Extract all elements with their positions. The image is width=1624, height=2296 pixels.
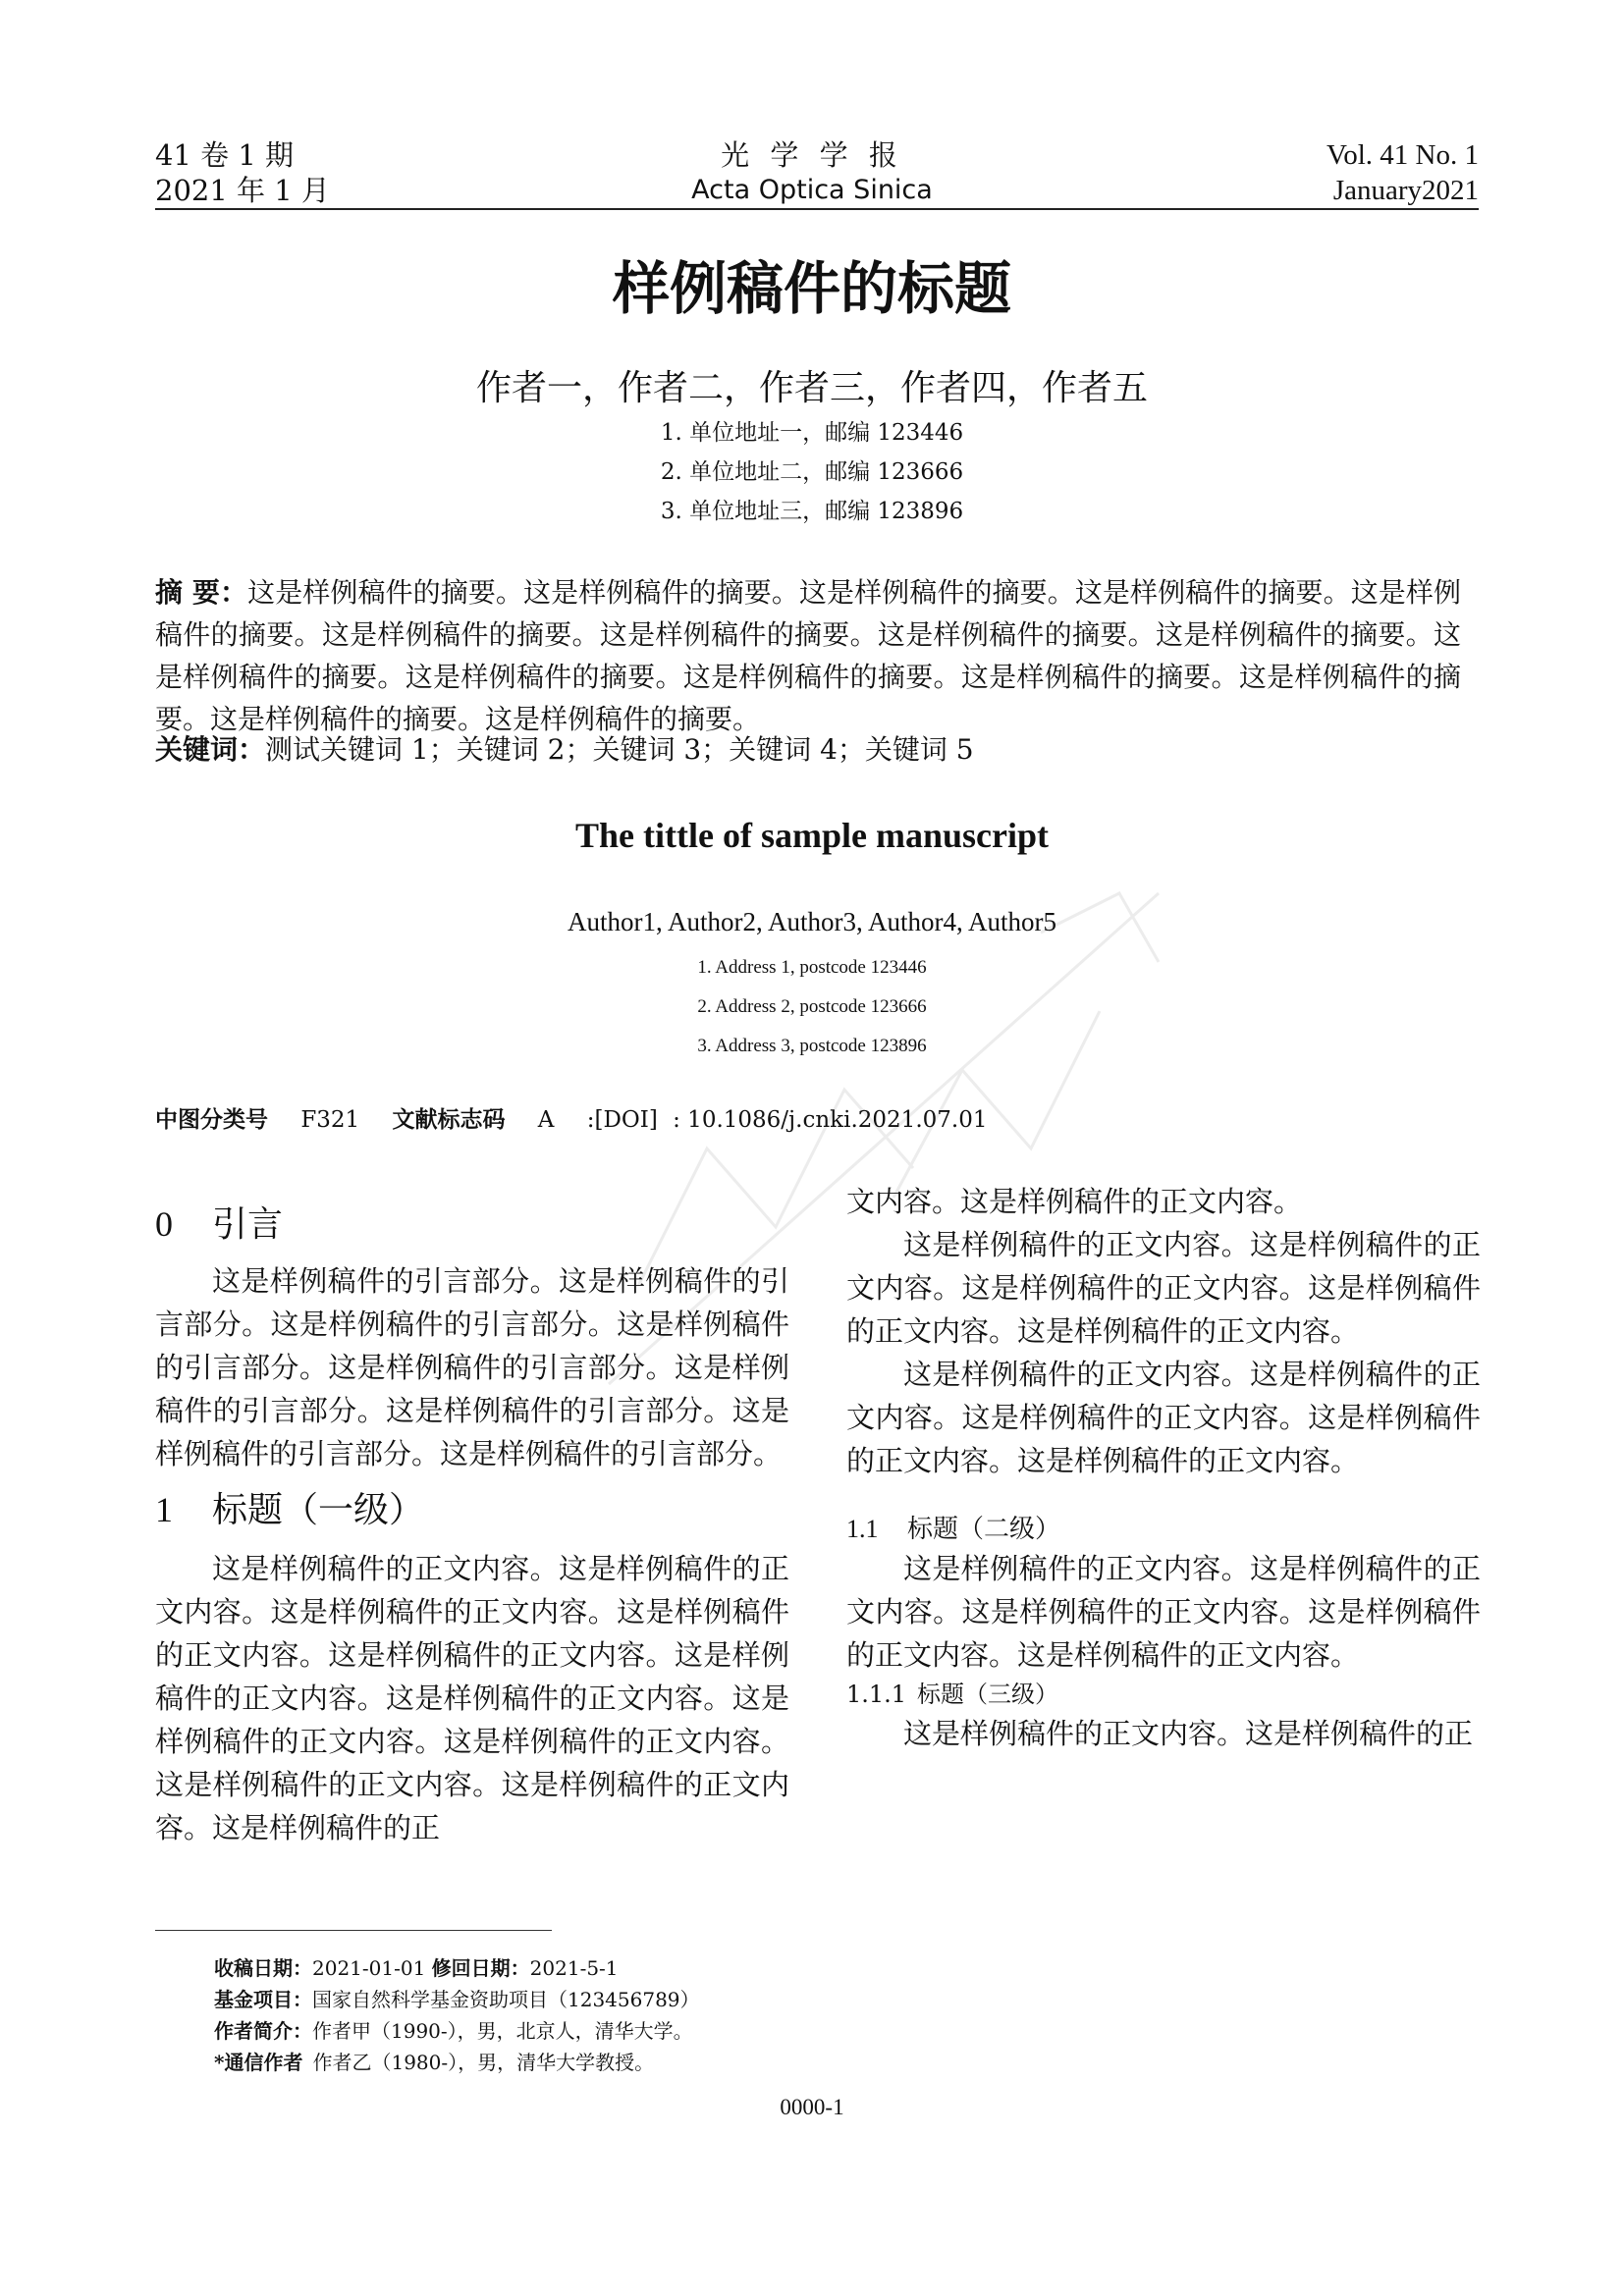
received-label: 收稿日期： (214, 1956, 312, 1980)
body-paragraph-3: 这是样例稿件的正文内容。这是样例稿件的正文内容。这是样例稿件的正文内容。这是样例稿件的正文内容。这是样例稿件的正文内容。 (846, 1358, 1481, 1477)
header-volume: 41 卷 1 期 (155, 138, 295, 172)
body-paragraph-1: 这是样例稿件的正文内容。这是样例稿件的正文内容。这是样例稿件的正文内容。这是样例稿件的正文内容。这是样例稿件的正文内容。这是样例稿件的正文内容。这是样例稿件的正文内容。这是样例稿件的正文内容。这是样例稿件的正文内容。这是样例稿件的正文内容。这是样例稿件的正文内容。这是样例稿件的正 (155, 1552, 789, 1844)
section-number-1-1-1: 1.1.1 (846, 1681, 907, 1708)
abstract (155, 571, 1461, 740)
clc-value: F321 (300, 1107, 360, 1133)
body-paragraph-2: 这是样例稿件的正文内容。这是样例稿件的正文内容。这是样例稿件的正文内容。这是样例稿件的正文内容。这是样例稿件的正文内容。 (846, 1228, 1481, 1348)
section-number-1-1: 1.1 (846, 1515, 879, 1543)
author-list-cn: 作者一，作者二，作者三，作者四，作者五 (475, 368, 1148, 408)
section-heading-1-1 (846, 1512, 1481, 1547)
body-paragraph-4: 这是样例稿件的正文内容。这是样例稿件的正文内容。这是样例稿件的正文内容。这是样例稿件的正文内容。这是样例稿件的正文内容。 (846, 1552, 1481, 1672)
footnote-rule (155, 1930, 552, 1931)
revised-label: 修回日期： (431, 1956, 530, 1980)
left-column (155, 1200, 789, 1849)
keywords (155, 728, 1461, 771)
journal-name-en: Acta Optica Sinica (691, 175, 933, 205)
corr-label: *通信作者 (214, 2051, 303, 2074)
body-paragraph-5: 这是样例稿件的正文内容。这是样例稿件的正 (903, 1717, 1474, 1750)
doi-label: :[DOI] (586, 1107, 658, 1133)
fund-label: 基金项目： (214, 1988, 312, 2011)
section-title-1: 标题（一级） (212, 1490, 425, 1530)
page-number: 0000-1 (780, 2095, 844, 2119)
author-list-en: Author1, Author2, Author3, Author4, Author5 (568, 907, 1056, 936)
journal-name-cn: 光 学 学 报 (721, 138, 903, 172)
section-heading-0 (155, 1200, 789, 1250)
header-volume-en: Vol. 41 No. 1 (1326, 139, 1479, 171)
section-number-0: 0 (155, 1204, 173, 1244)
header-rule (155, 208, 1479, 210)
received-value: 2021-01-01 (312, 1956, 426, 1980)
doc-code-label: 文献标志码 (392, 1107, 506, 1133)
footnote-bio (214, 2018, 693, 2044)
abstract-text: 这是样例稿件的摘要。这是样例稿件的摘要。这是样例稿件的摘要。这是样例稿件的摘要。这是样例稿件的摘要。这是样例稿件的摘要。这是样例稿件的摘要。这是样例稿件的摘要。这是样例稿件的摘要。这是样例稿件的摘要。这是样例稿件的摘要。这是样例稿件的摘要。这是样例稿件的摘要。这是样例稿件的摘要。这是样例稿件的摘要。这是样例稿件的摘要。 (155, 576, 1461, 735)
bio-label: 作者简介： (214, 2019, 312, 2043)
doi-value: : 10.1086/j.cnki.2021.07.01 (673, 1107, 988, 1133)
keywords-text: 测试关键词 1；关键词 2；关键词 3；关键词 4；关键词 5 (265, 733, 974, 766)
footnote-fund (214, 1987, 700, 2012)
clc-label: 中图分类号 (155, 1107, 268, 1133)
fund-value: 国家自然科学基金资助项目（123456789） (312, 1988, 700, 2011)
keywords-label: 关键词： (155, 733, 266, 766)
affiliation-cn-3: 3. 单位地址三，邮编 123896 (660, 499, 964, 524)
bio-value: 作者甲（1990-），男，北京人，清华大学。 (312, 2019, 693, 2043)
header-date: 2021 年 1 月 (155, 174, 330, 207)
classification-line (155, 1105, 1012, 1135)
section-title-1-1: 标题（二级） (907, 1515, 1061, 1544)
paper-title-cn: 样例稿件的标题 (612, 255, 1011, 322)
section-heading-1-1-1 (846, 1677, 1481, 1712)
right-column (846, 1180, 1481, 1755)
doc-code-value: A (537, 1107, 555, 1133)
revised-value: 2021-5-1 (529, 1956, 619, 1980)
affiliation-en-2: 2. Address 2, postcode 123666 (697, 996, 927, 1017)
continued-line: 文内容。这是样例稿件的正文内容。 (846, 1185, 1303, 1218)
footnote-dates (214, 1955, 619, 1981)
section-heading-1 (155, 1485, 789, 1535)
abstract-label: 摘 要： (155, 576, 248, 609)
affiliation-en-1: 1. Address 1, postcode 123446 (697, 957, 927, 978)
affiliation-cn-1: 1. 单位地址一，邮编 123446 (660, 420, 964, 446)
header-date-en: January2021 (1332, 175, 1479, 206)
affiliation-en-3: 3. Address 3, postcode 123896 (697, 1036, 927, 1056)
corr-value: 作者乙（1980-），男，清华大学教授。 (312, 2051, 655, 2074)
paper-title-en: The tittle of sample manuscript (575, 816, 1049, 855)
section-title-1-1-1: 标题（三级） (917, 1681, 1058, 1708)
footnote-corresponding (214, 2050, 654, 2075)
section-number-1: 1 (155, 1490, 173, 1529)
affiliation-cn-2: 2. 单位地址二，邮编 123666 (660, 459, 964, 485)
intro-paragraph: 这是样例稿件的引言部分。这是样例稿件的引言部分。这是样例稿件的引言部分。这是样例稿件的引言部分。这是样例稿件的引言部分。这是样例稿件的引言部分。这是样例稿件的引言部分。这是样例稿件的引言部分。这是样例稿件的引言部分。 (155, 1264, 789, 1470)
section-title-0: 引言 (212, 1204, 284, 1245)
